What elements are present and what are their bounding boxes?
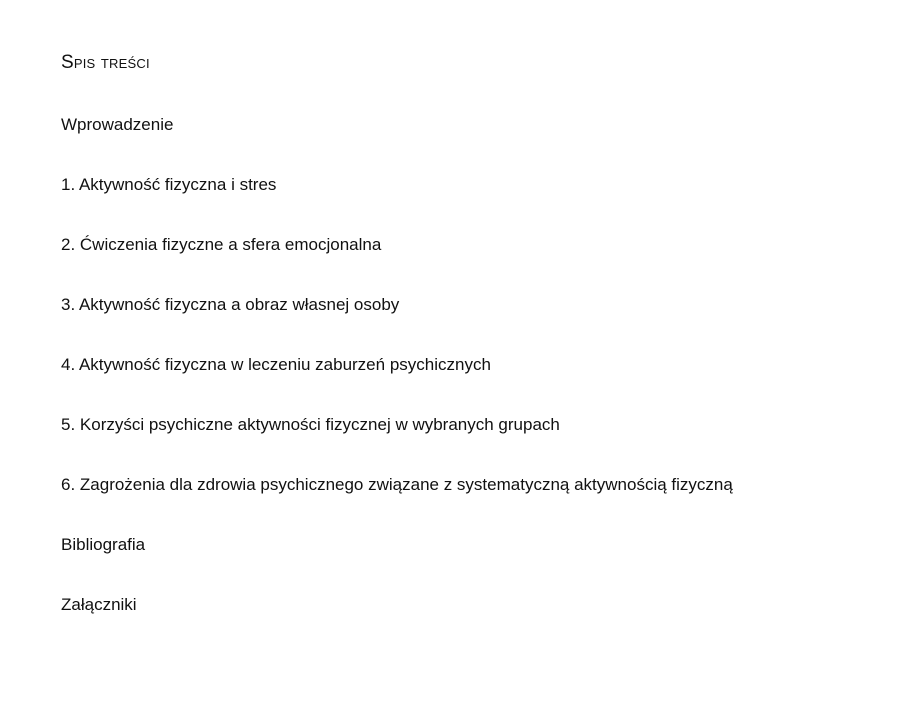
table-of-contents-list [61,113,733,653]
toc-entry-chapter-2: 2. Ćwiczenia fizyczne a sfera emocjonalna [61,235,382,254]
table-of-contents-title: Spis treści [61,52,150,73]
toc-entry-chapter-3: 3. Aktywność fizyczna a obraz własnej osoby [61,295,400,314]
toc-entry-bibliography: Bibliografia [61,535,146,554]
toc-entry-chapter-1: 1. Aktywność fizyczna i stres [61,175,277,194]
toc-entry-chapter-5: 5. Korzyści psychiczne aktywności fizycznej w wybranych grupach [61,415,560,434]
toc-entry-introduction: Wprowadzenie [61,115,174,134]
toc-entry-chapter-4: 4. Aktywność fizyczna w leczeniu zaburzeń psychicznych [61,355,491,374]
toc-entry-chapter-6: 6. Zagrożenia dla zdrowia psychicznego związane z systematyczną aktywnością fizyczną [61,475,733,494]
toc-entry-appendices: Załączniki [61,595,137,614]
